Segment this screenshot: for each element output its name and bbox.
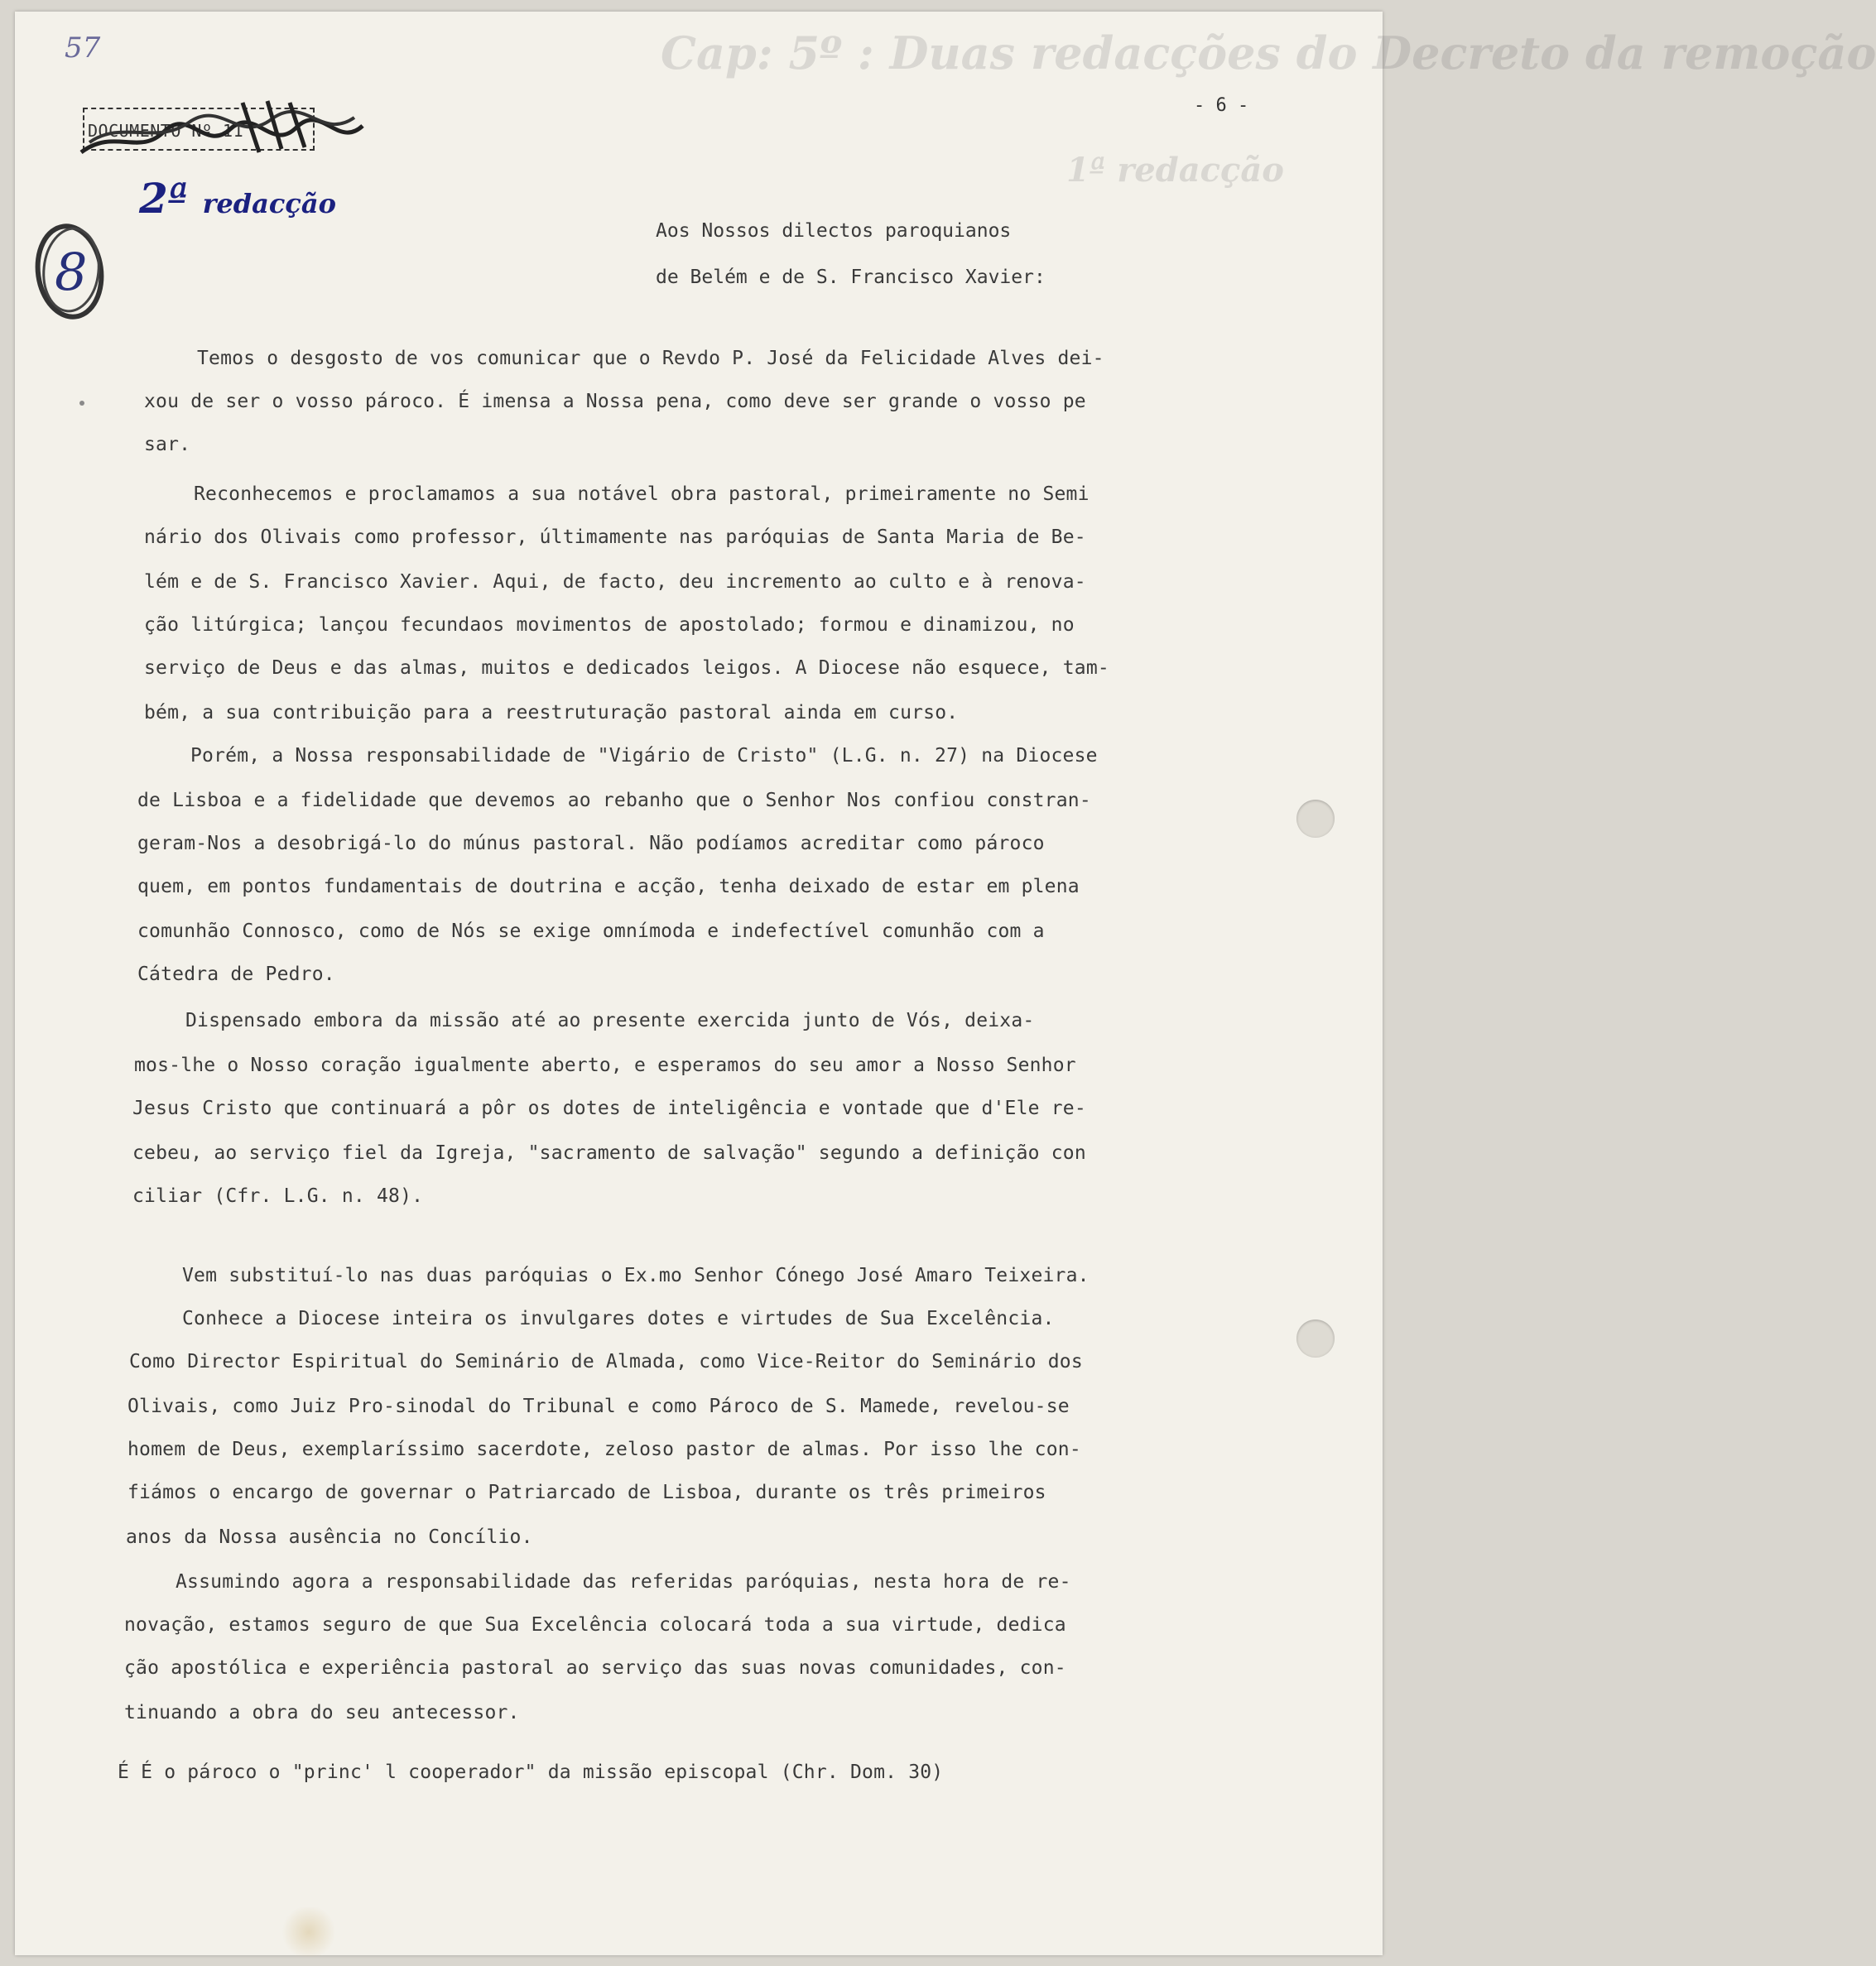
body-line: de Lisboa e a fidelidade que devemos ao rebanho que o Senhor Nos confiou constran- [137,790,1091,811]
body-line: homem de Deus, exemplaríssimo sacerdote, zeloso pastor de almas. Por isso lhe con- [127,1439,1081,1460]
circled-number-icon [30,217,113,324]
paper-stain [280,1907,338,1957]
body-line: anos da Nossa ausência no Concílio. [126,1526,533,1548]
margin-number: 57 [65,31,101,65]
body-line: comunhão Connosco, como de Nós se exige omnímoda e indefectível comunhão com a [137,921,1045,942]
body-line: Vem substituí-lo nas duas paróquias o Ex.mo Senhor Cónego José Amaro Teixeira. [182,1265,1090,1286]
document-stamp-text: DOCUMENTO Nº 11 [88,121,244,141]
footnote: É É o pároco o "princ' l cooperador" da missão episcopal (Chr. Dom. 30) [118,1762,944,1783]
body-line: Temos o desgosto de vos comunicar que o Revdo P. José da Felicidade Alves dei- [197,348,1104,369]
body-line: mos-lhe o Nosso coração igualmente aberto, e esperamos do seu amor a Nosso Senhor [134,1055,1076,1076]
body-line: nário dos Olivais como professor, últimamente nas paróquias de Santa Maria de Be- [144,526,1086,548]
page-number: - 6 - [1194,95,1249,116]
bleed-through-title: Cap: 5º : Duas redacções do Decreto da remoção [661,26,1876,79]
body-line: xou de ser o vosso pároco. É imensa a Nossa pena, como deve ser grande o vosso pe [144,391,1086,412]
body-line: Porém, a Nossa responsabilidade de "Vigário de Cristo" (L.G. n. 27) na Diocese [190,745,1098,767]
body-line: ção litúrgica; lançou fecundaos movimentos de apostolado; formou e dinamizou, no [144,614,1075,636]
body-line: sar. [144,434,191,455]
body-line: quem, em pontos fundamentais de doutrina e acção, tenha deixado de estar em plena [137,876,1080,897]
handwritten-redaccao-num: 2ª [139,174,189,223]
handwritten-redaccao-word: redacção [202,188,336,219]
punch-hole-bottom [1296,1319,1335,1358]
body-line: Olivais, como Juiz Pro-sinodal do Tribunal e como Pároco de S. Mamede, revelou-se [127,1396,1070,1417]
salutation-line-2: de Belém e de S. Francisco Xavier: [656,267,1046,288]
bleed-through-subtitle: 1ª redacção [1066,151,1284,190]
scribble-strikeout-icon [65,94,379,177]
body-line: ciliar (Cfr. L.G. n. 48). [132,1185,424,1207]
body-line: Cátedra de Pedro. [137,964,335,985]
body-line: Assumindo agora a responsabilidade das referidas paróquias, nesta hora de re- [176,1571,1071,1593]
body-line: Reconhecemos e proclamamos a sua notável obra pastoral, primeiramente no Semi [194,483,1090,505]
body-line: cebeu, ao serviço fiel da Igreja, "sacramento de salvação" segundo a definição con [132,1142,1086,1164]
margin-dot [79,401,84,406]
body-line: Dispensado embora da missão até ao presente exercida junto de Vós, deixa- [185,1010,1035,1031]
body-line: novação, estamos seguro de que Sua Excelência colocará toda a sua virtude, dedica [124,1614,1066,1636]
body-line: bém, a sua contribuição para a reestruturação pastoral ainda em curso. [144,702,959,723]
punch-hole-top [1296,800,1335,838]
body-line: Jesus Cristo que continuará a pôr os dotes de inteligência e vontade que d'Ele re- [132,1098,1086,1119]
body-line: ção apostólica e experiência pastoral ao serviço das suas novas comunidades, con- [124,1657,1066,1679]
body-line: Conhece a Diocese inteira os invulgares dotes e virtudes de Sua Excelência. [182,1308,1055,1329]
body-line: serviço de Deus e das almas, muitos e dedicados leigos. A Diocese não esquece, tam- [144,657,1109,679]
document-page [15,12,1876,1955]
body-line: geram-Nos a desobrigá-lo do múnus pastoral. Não podíamos acreditar como pároco [137,833,1045,854]
handwritten-redaccao [139,174,336,223]
body-line: Como Director Espiritual do Seminário de Almada, como Vice-Reitor do Seminário dos [129,1351,1083,1372]
body-line: fiámos o encargo de governar o Patriarcado de Lisboa, durante os três primeiros [127,1482,1046,1503]
salutation-line-1: Aos Nossos dilectos paroquianos [656,220,1012,242]
circled-number-text: 8 [55,242,88,302]
body-line: lém e de S. Francisco Xavier. Aqui, de facto, deu incremento ao culto e à renova- [144,571,1086,593]
body-line: tinuando a obra do seu antecessor. [124,1702,520,1723]
